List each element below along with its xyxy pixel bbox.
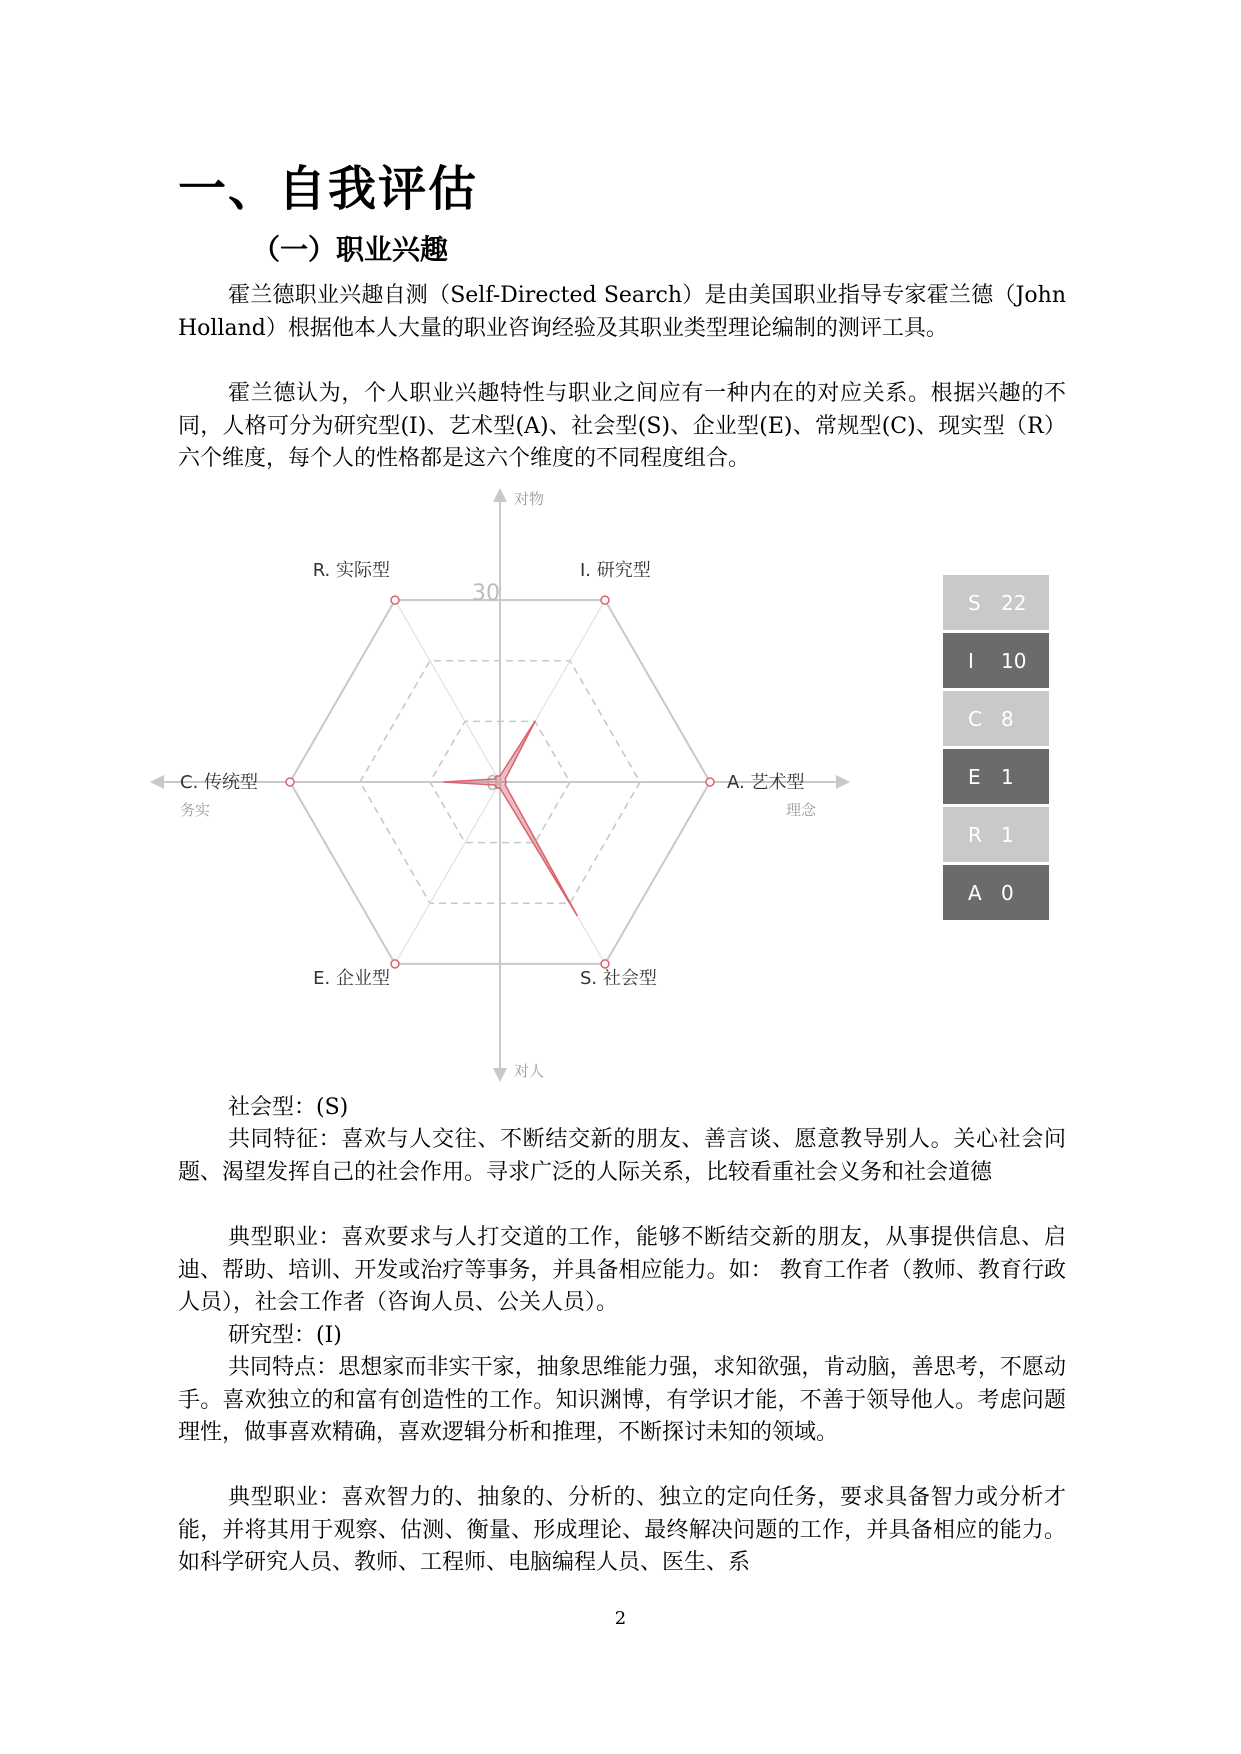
radar-svg xyxy=(150,480,1050,1090)
arrow-right-icon xyxy=(836,775,850,789)
score-code: S xyxy=(968,590,981,615)
score-row-s xyxy=(943,575,1049,630)
page-number: 2 xyxy=(614,1608,627,1629)
axis-label-C: C. 传统型 xyxy=(180,772,259,793)
score-row-i xyxy=(943,633,1049,688)
score-value: 22 xyxy=(1001,590,1027,615)
score-code: I xyxy=(968,648,974,673)
investigative-type-careers: 典型职业：喜欢智力的、抽象的、分析的、独立的定向任务，要求具备智力或分析才能，并将其用于观察、估测、衡量、形成理论、最终解决问题的工作，并具备相应的能力。如科学研究人员、教师、工程师、电脑编程人员、医生、系 xyxy=(178,1485,1066,1575)
score-code: R xyxy=(968,822,982,847)
score-code: C xyxy=(968,706,982,731)
score-value: 1 xyxy=(1001,822,1014,847)
vertex-marker-I xyxy=(601,596,609,604)
score-row-a xyxy=(943,865,1049,920)
score-value: 0 xyxy=(1001,880,1014,905)
direction-label-left: 务实 xyxy=(180,801,211,819)
social-type-careers: 典型职业：喜欢要求与人打交道的工作，能够不断结交新的朋友，从事提供信息、启迪、帮助、培训、开发或治疗等事务，并具备相应能力。如： 教育工作者（教师、教育行政人员），社会工作者（咨询人员、公关人员）。 xyxy=(178,1225,1066,1315)
arrow-left-icon xyxy=(150,775,164,789)
arrow-down-icon xyxy=(493,1068,507,1082)
intro-paragraph-2: 霍兰德认为，个人职业兴趣特性与职业之间应有一种内在的对应关系。根据兴趣的不同，人格可分为研究型(I)、艺术型(A)、社会型(S)、企业型(E)、常规型(C)、现实型（R）六个维度，每个人的性格都是这六个维度的不同程度组合。 xyxy=(178,381,1066,471)
axis-label-S: S. 社会型 xyxy=(580,968,657,989)
radar-spoke-R xyxy=(395,600,500,782)
axis-label-A: A. 艺术型 xyxy=(727,772,805,793)
direction-label-right: 理念 xyxy=(786,801,817,819)
social-type-traits: 共同特征：喜欢与人交往、不断结交新的朋友、善言谈、愿意教导别人。关心社会问题、渴望发挥自己的社会作用。寻求广泛的人际关系，比较看重社会义务和社会道德 xyxy=(178,1127,1066,1185)
score-row-c xyxy=(943,691,1049,746)
arrow-up-icon xyxy=(493,488,507,502)
score-code: A xyxy=(968,880,982,905)
section-subheading: （一）职业兴趣 xyxy=(252,233,449,266)
axis-label-I: I. 研究型 xyxy=(580,560,651,581)
social-type-title: 社会型：(S) xyxy=(228,1095,349,1120)
intro-paragraph-1: 霍兰德职业兴趣自测（Self-Directed Search）是由美国职业指导专家霍兰德（John Holland）根据他本人大量的职业咨询经验及其职业类型理论编制的测评工具。 xyxy=(178,283,1066,341)
data-shape xyxy=(444,721,577,915)
axis-label-R: R. 实际型 xyxy=(312,560,390,581)
holland-radar-chart xyxy=(150,480,1050,1090)
axis-label-E: E. 企业型 xyxy=(313,968,390,989)
page-heading: 一、自我评估 xyxy=(178,161,479,217)
investigative-type-title: 研究型：(I) xyxy=(228,1323,342,1348)
vertex-marker-E xyxy=(391,960,399,968)
score-panel xyxy=(943,575,1049,923)
vertex-marker-R xyxy=(391,596,399,604)
score-row-e xyxy=(943,749,1049,804)
direction-label-bottom: 对人 xyxy=(514,1062,545,1080)
vertex-marker-S xyxy=(601,960,609,968)
tick-label-max: 30 xyxy=(472,581,500,606)
direction-label-top: 对物 xyxy=(514,490,545,508)
score-row-r xyxy=(943,807,1049,862)
vertex-marker-A xyxy=(706,778,714,786)
score-value: 1 xyxy=(1001,764,1014,789)
investigative-type-traits: 共同特点：思想家而非实干家，抽象思维能力强，求知欲强，肯动脑，善思考，不愿动手。喜欢独立的和富有创造性的工作。知识渊博，有学识才能，不善于领导他人。考虑问题理性，做事喜欢精确，喜欢逻辑分析和推理，不断探讨未知的领域。 xyxy=(178,1355,1066,1445)
score-code: E xyxy=(968,764,981,789)
score-value: 8 xyxy=(1001,706,1014,731)
vertex-marker-C xyxy=(286,778,294,786)
score-value: 10 xyxy=(1001,648,1027,673)
radar-spoke-E xyxy=(395,782,500,964)
